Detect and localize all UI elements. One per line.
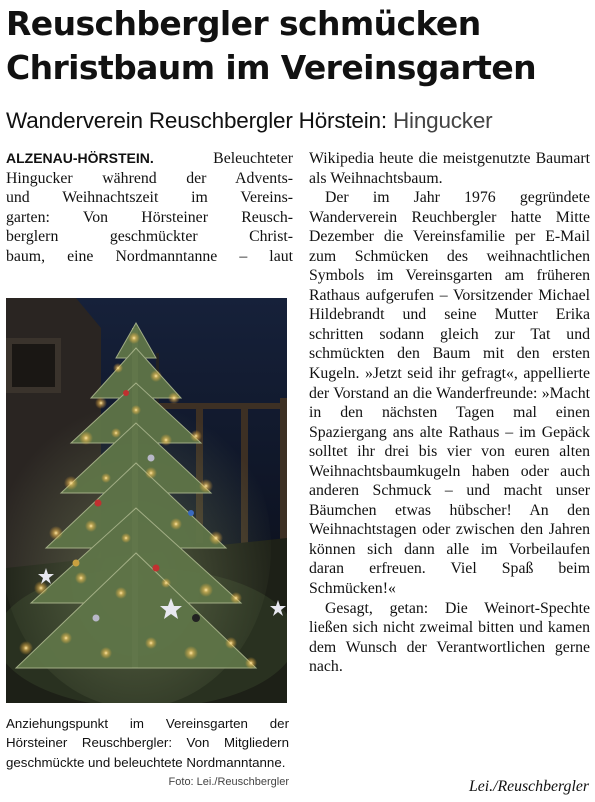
subhead-main: Wanderverein Reuschbergler Hörstein: (6, 108, 387, 133)
christmas-tree-photo (6, 298, 287, 703)
body-paragraph: Der im Jahr 1976 gegründete Wanderverein Reuchbergler hatte Mitte Dezember die Vereinsfamilie per E-Mail zum Schmücken des weihnachtlichen Symbols im Vereinsgarten am früheren Rathaus aufgerufen – Vorsitzender Michael Hildebrandt und seine Mutter Erika schritten sodann gleich zur Tat und schmückten den Baum mit den ersten Kugeln. »Jetzt seid ihr gefragt«, appellierte der Vorstand an die Wanderfreunde: »Macht in den nächsten Tagen mal einen Spaziergang ans alte Rathaus – im Gepäck solltet ihr drei bis vier von euren alten Weihnachtsbaumkugeln haben oder auch anderen Schmuck – und macht unser Bäumchen etwas hübscher! An den Weihnachtstagen oder zwischen den Jahren können sich dann alle im Vorbeilaufen daran erfreuen. Viel Spaß beim Schmücken!« (309, 189, 590, 598)
subhead-tag: Hingucker (392, 108, 493, 133)
article-column-left (6, 149, 293, 266)
article-headline (6, 2, 591, 90)
headline-line-1: Reuschbergler schmücken (6, 4, 481, 43)
intro-line: Hingucker während der Advents- (6, 169, 293, 187)
article-subhead (6, 106, 591, 136)
author-signature: Lei./Reuschbergler (468, 778, 589, 795)
christmas-tree-image (6, 298, 287, 703)
body-paragraph: Gesagt, getan: Die Weinort-Spechte ließen sich nicht zweimal bitten und kamen dem Wunsch der Verantwortlichen gerne nach. (309, 599, 590, 676)
photo-credit: Foto: Lei./Reuschbergler (168, 776, 289, 789)
headline-line-2: Christbaum im Vereinsgarten (6, 48, 536, 87)
intro-line-rest: Beleuchteter (213, 150, 293, 167)
body-paragraph: Wikipedia heute die meistgenutzte Baumart als Weihnachtsbaum. (309, 150, 590, 187)
intro-line: und Weihnachtszeit im Vereins- (6, 189, 293, 207)
intro-line: garten: Von Hörsteiner Reusch- (6, 208, 293, 226)
photo-caption (6, 714, 289, 793)
dateline: ALZENAU-HÖRSTEIN. (6, 150, 154, 166)
intro-line: baum, eine Nordmanntanne – laut (6, 247, 293, 265)
caption-text: Anziehungspunkt im Vereinsgarten der Hörsteiner Reuschbergler: Von Mitgliedern geschmückte und beleuchtete Nordmanntanne. (6, 716, 289, 770)
article-column-right (309, 149, 590, 677)
intro-paragraph (6, 149, 293, 266)
intro-line: berglern geschmückter Christ- (6, 228, 293, 246)
